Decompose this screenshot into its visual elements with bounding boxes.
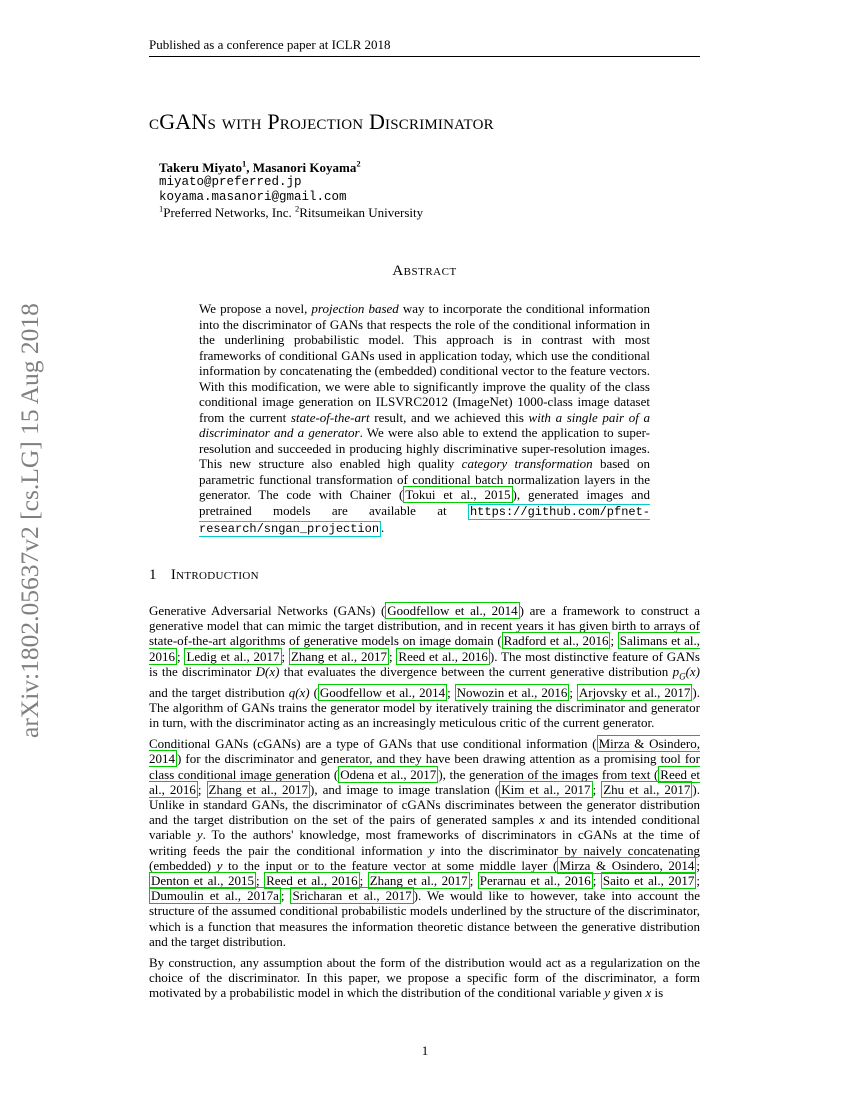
paragraph-3 <box>149 955 700 1001</box>
math-inline: x <box>645 985 652 1001</box>
citation-link[interactable]: Mirza & Osindero, 2014 <box>149 736 700 767</box>
abstract-text-run: . We were also able to extend the application to super-resolution and succeeded in producing highly discriminative super-resolution images. This new structure also enabled high quality <box>199 425 650 471</box>
citation-link[interactable]: Sricharan et al., 2017 <box>292 888 412 904</box>
citation-link[interactable]: Perarnau et al., 2016 <box>479 873 591 889</box>
affiliation-1: Preferred Networks, Inc. <box>163 205 296 220</box>
text-run: is <box>651 985 664 1001</box>
section-title: Introduction <box>170 567 259 583</box>
citation-separator: ; <box>592 781 602 797</box>
citation-link[interactable]: Radford et al., 2016 <box>503 633 609 649</box>
citation-link[interactable]: Nowozin et al., 2016 <box>456 684 568 700</box>
abstract-emphasis: projection based <box>311 301 399 316</box>
citation-link[interactable]: Mirza & Osindero, 2014 <box>559 857 695 873</box>
text-run: ) are a framework to construct a generative model that can mimic the target distribution, and in recent years it has given birth to arrays of state-of-the-art algorithms of generative models on image domain ( <box>149 603 701 649</box>
text-run: ) for the discriminator and generator, and they have been drawing attention as a promising tool for class conditional image generation ( <box>149 751 700 782</box>
citation-link[interactable]: Odena et al., 2017 <box>340 766 437 782</box>
citation-separator: ; <box>281 648 289 664</box>
paragraph-1 <box>149 603 700 730</box>
text-run: to the input or to the feature vector at some middle layer ( <box>222 857 558 873</box>
abstract-heading: Abstract <box>392 263 457 279</box>
citation-separator: ; <box>256 873 265 889</box>
citation-link[interactable]: Zhu et al., 2017 <box>603 781 691 797</box>
citation-link[interactable]: Ledig et al., 2017 <box>186 648 280 664</box>
author-separator: , <box>246 160 253 175</box>
citation-link[interactable]: Tokui et al., 2015 <box>405 487 511 502</box>
citation-separator: ; <box>569 684 577 700</box>
citation-separator: ; <box>592 873 601 889</box>
section-heading-introduction <box>149 567 259 584</box>
affiliation-2-mark: 2 <box>295 203 300 214</box>
math-inline: p <box>672 663 680 679</box>
text-run: given <box>610 985 646 1001</box>
text-run: By construction, any assumption about the form of the distribution would act as a regularization on the choice of the discriminator. In this paper, we propose a specific form of the discriminator, a form motivated by a probabilistic model in which the distribution of the conditional variable <box>149 955 700 1001</box>
citation-link[interactable]: Reed et al., 2016 <box>149 766 701 797</box>
text-run: Conditional GANs (cGANs) are a type of GANs that use conditional information ( <box>149 736 597 752</box>
page-number: 1 <box>421 1043 429 1058</box>
author-2-email[interactable]: koyama.masanori@gmail.com <box>159 190 347 204</box>
text-run: into the discriminator by naively concatenating (embedded) <box>149 842 700 873</box>
citation-separator: ; <box>610 633 618 649</box>
section-number: 1 <box>149 567 157 583</box>
author-2-affiliation-mark: 2 <box>356 158 361 169</box>
text-run: ). We would like to however, take into account the structure of the assumed conditional probabilistic models underlined by the structure of the discriminator, which is a function that measures the information theoretic distance between the generative distribution and the target distribution. <box>149 888 700 949</box>
citation-link[interactable]: Salimans et al., 2016 <box>149 633 700 664</box>
citation-link[interactable]: Reed et al., 2016 <box>266 873 358 889</box>
math-inline: D(x) <box>255 663 280 679</box>
paragraph-2 <box>149 736 700 949</box>
citation-link[interactable]: Zhang et al., 2017 <box>369 873 468 889</box>
text-run: that evaluates the divergence between the current generative distribution <box>279 663 673 679</box>
introduction-body <box>149 603 700 1007</box>
citation-separator: ; <box>388 648 397 664</box>
math-inline: x <box>539 812 545 828</box>
citation-link[interactable]: Zhang et al., 2017 <box>290 648 387 664</box>
code-url-link[interactable]: https://github.com/pfnet-research/sngan_projection <box>199 504 650 536</box>
math-inline: q(x) <box>288 684 310 700</box>
text-run: and its intended conditional variable <box>149 812 700 843</box>
citation-link[interactable]: Arjovsky et al., 2017 <box>578 684 691 700</box>
citation-separator: ; <box>696 873 700 889</box>
author-1-email[interactable]: miyato@preferred.jp <box>159 175 302 189</box>
citation-separator: ; <box>447 684 455 700</box>
text-run: ). Unlike in standard GANs, the discriminator of cGANs discriminates between the generator distribution and the target distribution on the set of the pairs of generated samples <box>149 781 700 828</box>
citation-separator: ; <box>280 888 291 904</box>
author-1-affiliation-mark: 1 <box>241 158 247 169</box>
abstract-text-run: result, and we achieved this <box>369 409 529 425</box>
text-run: ), the generation of the images from text ( <box>438 766 659 782</box>
math-subscript: G <box>679 671 686 682</box>
abstract-text-run: . <box>381 520 385 535</box>
abstract-text-run: ), generated images and pretrained models are available at <box>199 487 650 518</box>
text-run: ). The most distinctive feature of GANs is the discriminator <box>149 648 700 679</box>
citation-link[interactable]: Dumoulin et al., 2017a <box>151 888 279 904</box>
math-inline: y <box>216 857 223 873</box>
citation-separator: ; <box>197 781 207 797</box>
text-run: ). The algorithm of GANs trains the generator model by iteratively training the discriminator and generator in turn, with the discriminator acting as an increasingly meticulous critic of the current generator. <box>149 684 700 731</box>
math-inline: y <box>428 842 435 858</box>
running-header: Published as a conference paper at ICLR 2018 <box>149 37 700 57</box>
citation-link[interactable]: Goodfellow et al., 2014 <box>387 603 518 618</box>
math-inline: y <box>196 827 203 843</box>
citation-link[interactable]: Zhang et al., 2017 <box>208 781 308 797</box>
abstract-text-run: way to incorporate the conditional information into the discriminator of GANs that respects the role of the conditional information in the underlining probabilistic model. This approach is in contrast with most frameworks of conditional GANs used in application today, which use the conditional information by concatenating the (embedded) conditional vector to the feature vectors. With this modification, we were able to significantly improve the quality of the class conditional image generation on ILSVRC2012 (ImageNet) 1000-class image dataset from the current <box>199 301 650 425</box>
citation-link[interactable]: Kim et al., 2017 <box>501 781 591 797</box>
abstract-text-run: based on parametric functional transformation of conditional batch normalization layers in the generator. The code with Chainer ( <box>199 456 650 502</box>
affiliation-1-mark: 1 <box>159 203 164 214</box>
text-run: . To the authors' knowledge, most frameworks of discriminators in cGANs at the time of writing feeds the pair the conditional information <box>149 827 700 858</box>
affiliation-2: Ritsumeikan University <box>299 205 424 220</box>
citation-link[interactable]: Goodfellow et al., 2014 <box>319 684 446 700</box>
citation-separator: ; <box>469 873 478 889</box>
arxiv-identifier[interactable]: arXiv:1802.05637v2 [cs.LG] 15 Aug 2018 <box>15 303 44 739</box>
author-block <box>159 160 423 220</box>
abstract-emphasis: with a single pair of a discriminator and a generator <box>199 409 650 440</box>
math-inline: (x) <box>685 663 700 679</box>
text-run: Generative Adversarial Networks (GANs) ( <box>149 603 386 618</box>
citation-link[interactable]: Reed et al., 2016 <box>398 648 488 664</box>
abstract-emphasis: category transformation <box>461 456 593 471</box>
abstract-text <box>199 301 650 538</box>
math-inline: y <box>604 985 611 1001</box>
author-1: Takeru Miyato <box>159 160 242 175</box>
citation-separator: ; <box>696 857 700 873</box>
citation-link[interactable]: Denton et al., 2015 <box>151 873 255 889</box>
text-run: ( <box>309 684 318 700</box>
citation-link[interactable]: Saito et al., 2017 <box>602 873 695 889</box>
author-names <box>159 160 423 175</box>
paper-title: cGANs with Projection Discriminator <box>149 109 494 134</box>
author-2: Masanori Koyama <box>252 160 357 175</box>
affiliations <box>159 205 423 220</box>
citation-separator: ; <box>177 648 185 664</box>
citation-separator: ; <box>359 873 368 889</box>
abstract-text-run: We propose a novel, <box>199 301 312 316</box>
abstract-emphasis: state-of-the-art <box>290 409 370 425</box>
text-run: ), and image to image translation ( <box>310 781 500 797</box>
text-run: and the target distribution <box>149 684 289 700</box>
